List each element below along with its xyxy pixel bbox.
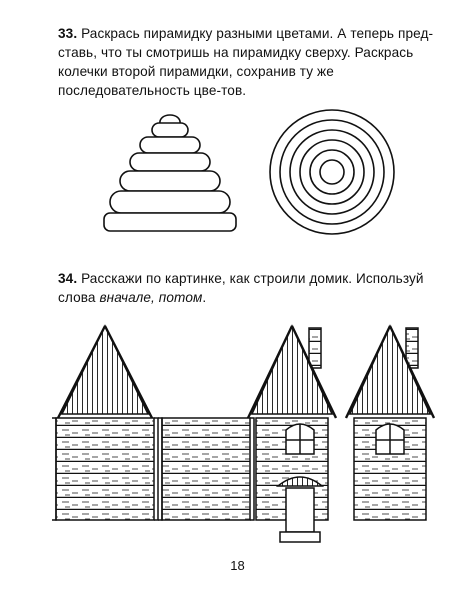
task-33-number: 33. xyxy=(58,26,78,41)
task-34-italic-words: вначале, потом xyxy=(99,290,203,305)
top-view-ring-6 xyxy=(270,110,394,234)
task-33-text: Раскрась пирамидку разными цветами. А теперь пред-ставь, что ты смотришь на пирамидку сверху. Раскрась колечки второй пирамидки, сохранив ту же последовательность цве-тов. xyxy=(58,26,434,98)
task-34 xyxy=(58,269,448,307)
page-number: 18 xyxy=(230,558,245,573)
house-2-walls xyxy=(162,418,250,520)
top-view-ring-2 xyxy=(310,150,354,194)
pyramid-ring-3 xyxy=(130,153,210,171)
house-3-door xyxy=(286,488,314,532)
pyramid-ring-4 xyxy=(120,171,220,191)
pyramid-base xyxy=(104,213,236,231)
task-34-text: Расскажи по картинке, как строили домик. Используй слова xyxy=(58,271,424,305)
task-33 xyxy=(58,24,448,100)
house-building-sequence xyxy=(0,318,475,558)
house-3-step xyxy=(280,532,320,542)
house-1 xyxy=(52,326,158,520)
ring-pyramid-drawing xyxy=(100,106,240,236)
house-1-walls xyxy=(56,418,154,520)
house-3 xyxy=(248,326,336,542)
pyramid-ring-1 xyxy=(152,123,188,137)
top-view-ring-5 xyxy=(280,120,384,224)
top-view-ring-1 xyxy=(320,160,344,184)
top-view-ring-4 xyxy=(290,130,374,214)
task-34-number: 34. xyxy=(58,271,78,286)
pyramid-top-view-drawing xyxy=(268,108,396,236)
pyramid-ring-2 xyxy=(140,137,200,153)
house-3-chimney xyxy=(309,328,321,368)
house-1-gable xyxy=(62,326,148,414)
house-2 xyxy=(158,418,254,520)
house-4 xyxy=(346,326,434,520)
pyramid-ring-5 xyxy=(110,191,230,213)
task-34-text-end: . xyxy=(202,290,207,305)
